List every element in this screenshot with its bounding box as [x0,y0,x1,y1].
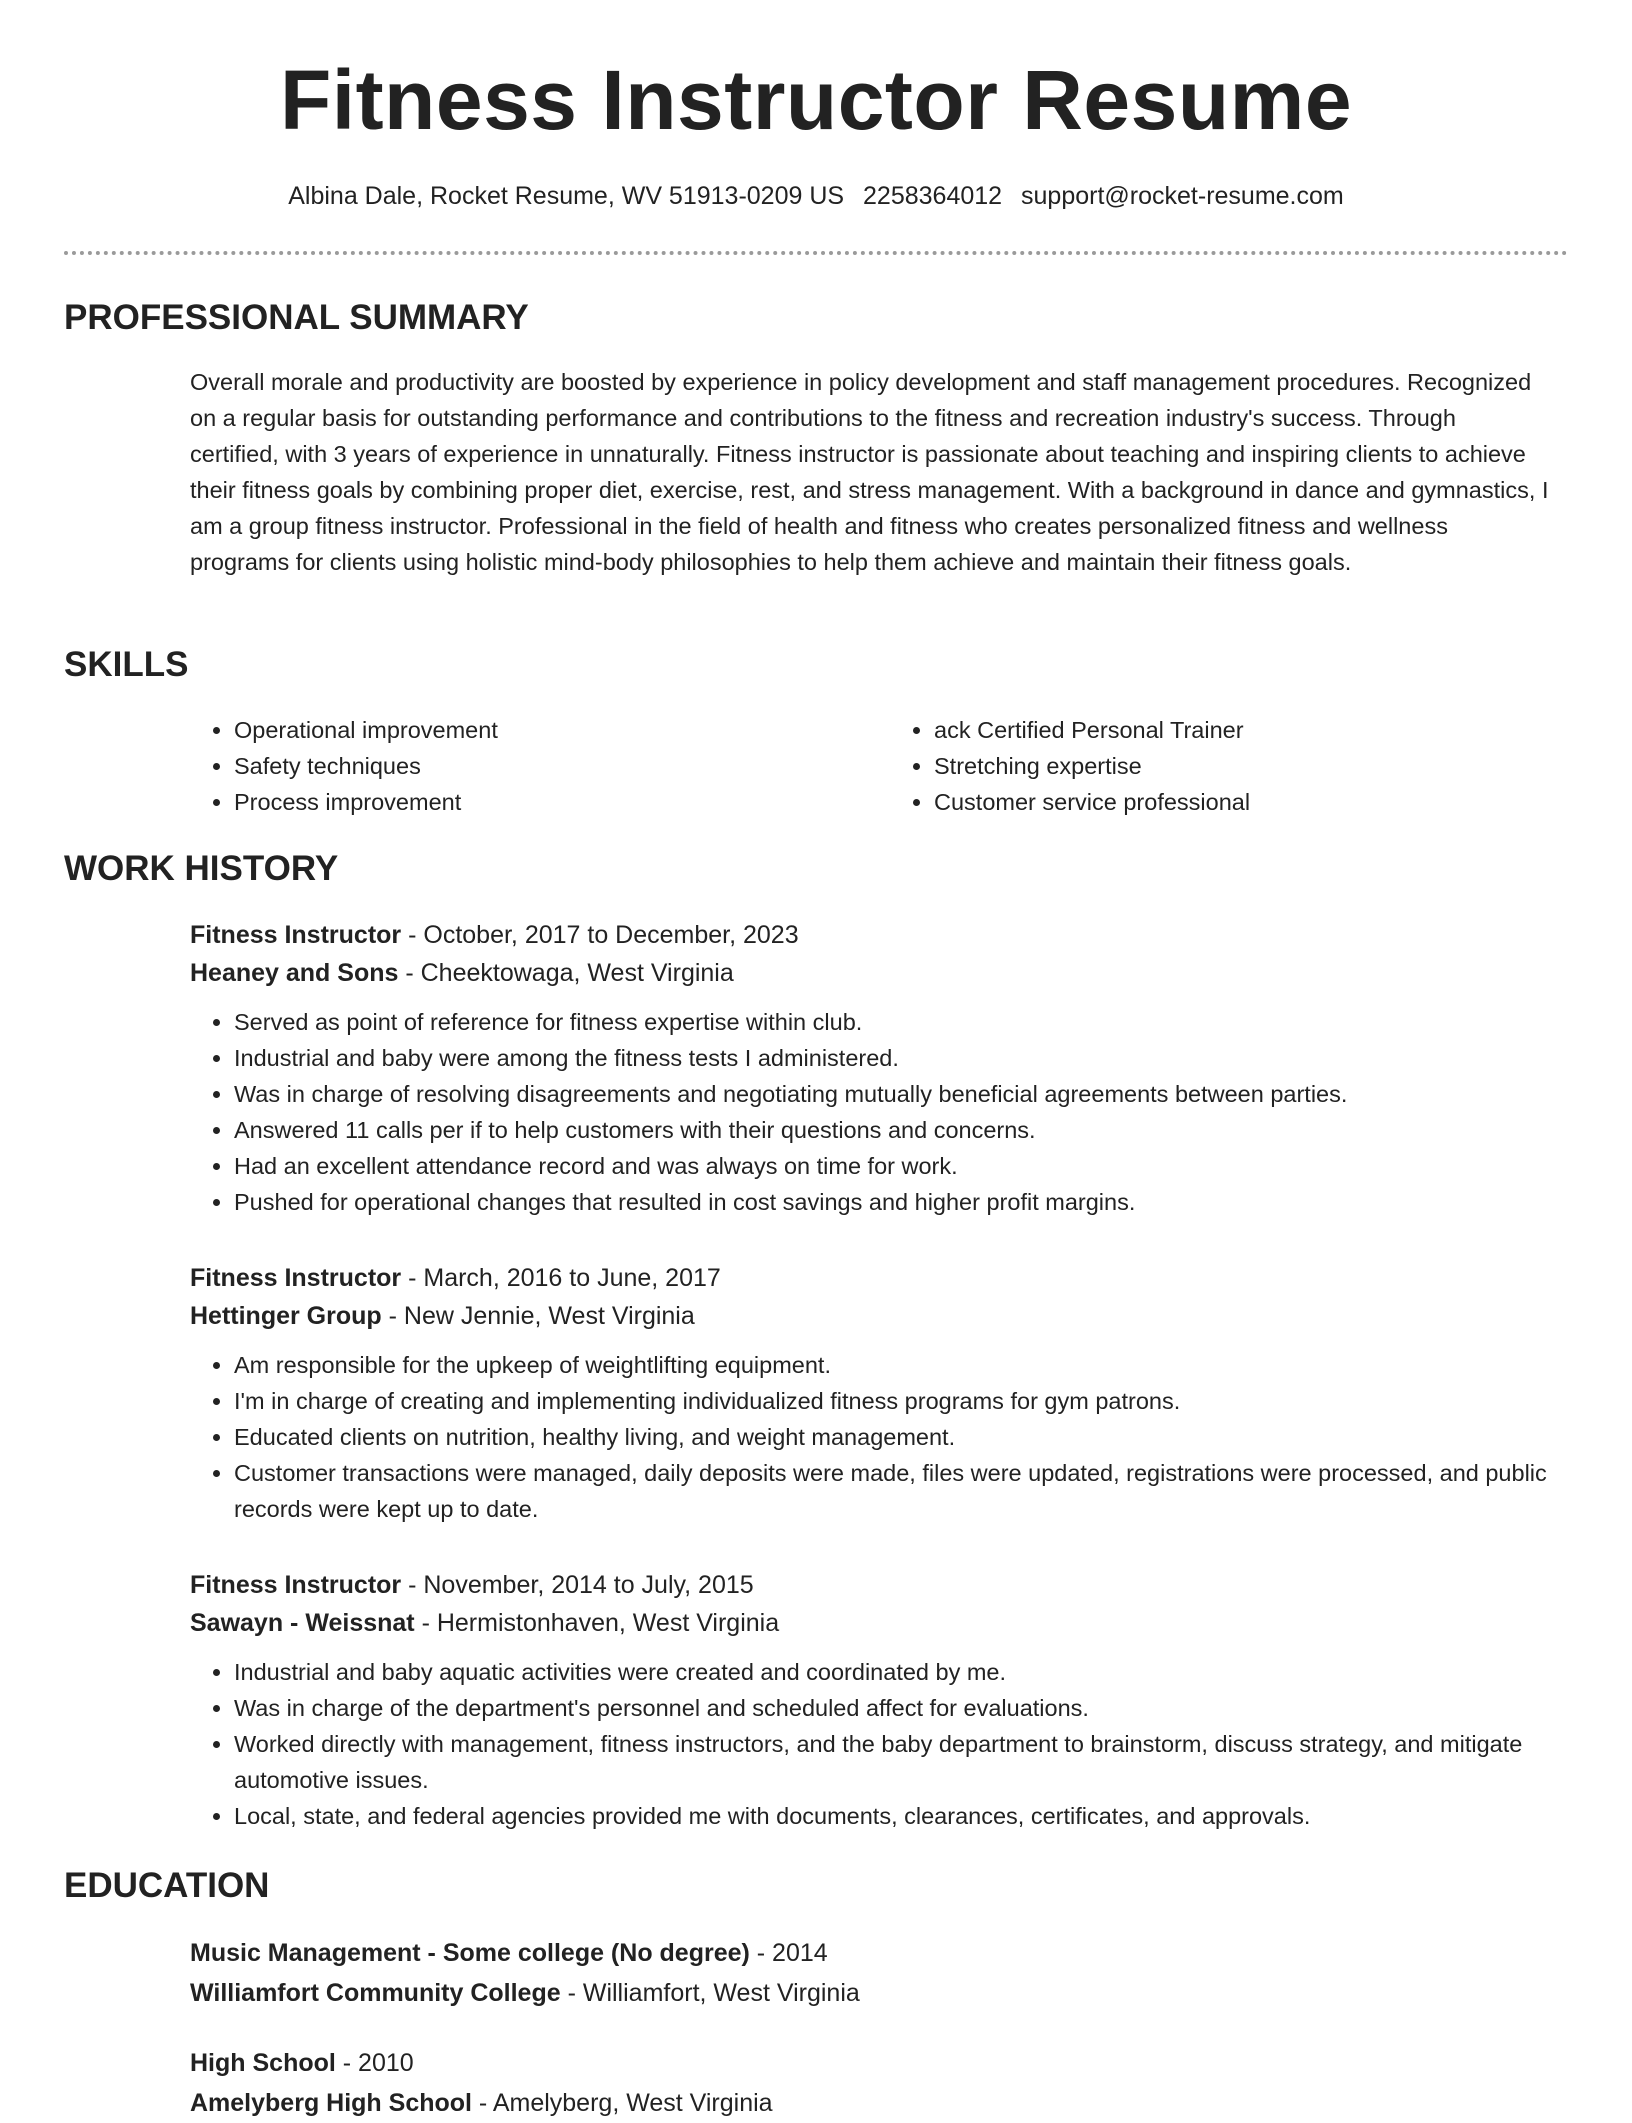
job-bullet: • Worked directly with management, fitness instructors, and the baby department to brainstorm, discuss strategy, and mitigate automotive issues. [234,1726,1560,1798]
job-location: - New Jennie, West Virginia [381,1302,695,1330]
job-bullet: • Was in charge of resolving disagreements and negotiating mutually beneficial agreements between parties. [234,1076,1560,1112]
skill-item: • Process improvement [234,784,890,820]
job-bullet: • Am responsible for the upkeep of weightlifting equipment. [234,1347,1560,1383]
job-entry [190,1259,1560,1527]
job-bullet: • I'm in charge of creating and implementing individualized fitness programs for gym patrons. [234,1383,1560,1419]
job-title: Fitness Instructor [190,1264,402,1292]
section-heading-education: EDUCATION [64,1866,270,1905]
job-bullets [190,1004,1560,1220]
skill-item: • ack Certified Personal Trainer [934,712,1590,748]
skills-column-left [190,712,890,820]
job-bullet: • Local, state, and federal agencies provided me with documents, clearances, certificates, and approvals. [234,1798,1560,1834]
job-location: - Hermistonhaven, West Virginia [414,1609,780,1637]
job-location: - Cheektowaga, West Virginia [398,959,734,987]
job-bullet: • Answered 11 calls per if to help customers with their questions and concerns. [234,1112,1560,1148]
job-title: Fitness Instructor [190,921,402,949]
job-dates: - October, 2017 to December, 2023 [401,921,799,949]
job-entry [190,1566,1560,1834]
education-degree: Music Management - Some college (No degree) [190,1939,750,1967]
skills-list [190,712,1590,820]
job-bullet: • Industrial and baby aquatic activities were created and coordinated by me. [234,1654,1560,1690]
job-bullet: • Customer transactions were managed, daily deposits were made, files were updated, registrations were processed, and public records were kept up to date. [234,1455,1560,1527]
skill-item: • Customer service professional [934,784,1590,820]
job-bullet: • Was in charge of the department's personnel and scheduled affect for evaluations. [234,1690,1560,1726]
education-year: - 2010 [335,2049,414,2077]
education-school: Williamfort Community College [190,1979,561,2007]
skill-item: • Operational improvement [234,712,890,748]
skills-column-right [890,712,1590,820]
job-bullet: • Educated clients on nutrition, healthy living, and weight management. [234,1419,1560,1455]
skill-item: • Stretching expertise [934,748,1590,784]
job-bullets [190,1654,1560,1834]
section-heading-skills: SKILLS [64,645,189,684]
education-year: - 2014 [749,1939,828,1967]
education-school: Amelyberg High School [190,2089,472,2117]
job-bullet: • Industrial and baby were among the fitness tests I administered. [234,1040,1560,1076]
education-entry [190,2043,1560,2123]
job-entry [190,916,1560,1220]
job-dates: - November, 2014 to July, 2015 [401,1571,754,1599]
job-company: Sawayn - Weissnat [190,1609,415,1637]
education-entry [190,1933,1560,2013]
education-degree: High School [190,2049,336,2077]
contact-address: Albina Dale, Rocket Resume, WV 51913-0209 US [288,182,845,210]
job-bullets [190,1347,1560,1527]
header-divider [64,251,1568,255]
job-dates: - March, 2016 to June, 2017 [401,1264,721,1292]
job-company: Heaney and Sons [190,959,399,987]
section-heading-work-history: WORK HISTORY [64,849,339,888]
contact-email: support@rocket-resume.com [1021,182,1344,210]
summary-text: Overall morale and productivity are boosted by experience in policy development and staff management procedures. Recognized on a regular basis for outstanding performance and contributions to the fitness and recreation industry's success. Through certified, with 3 years of experience in unnaturally. Fitness instructor is passionate about teaching and inspiring clients to achieve their fitness goals by combining proper diet, exercise, rest, and stress management. With a background in dance and gymnastics, I am a group fitness instructor. Professional in the field of health and fitness who creates personalized fitness and wellness programs for clients using holistic mind-body philosophies to help them achieve and maintain their fitness goals. [190,369,1549,575]
contact-phone: 2258364012 [863,182,1003,210]
job-bullet: • Had an excellent attendance record and was always on time for work. [234,1148,1560,1184]
job-bullet: • Pushed for operational changes that resulted in cost savings and higher profit margins. [234,1184,1560,1220]
education-location: - Williamfort, West Virginia [560,1979,860,2007]
job-bullet: • Served as point of reference for fitness expertise within club. [234,1004,1560,1040]
job-title: Fitness Instructor [190,1571,402,1599]
contact-line [0,182,1632,211]
skill-item: • Safety techniques [234,748,890,784]
education-location: - Amelyberg, West Virginia [471,2089,773,2117]
resume-title: Fitness Instructor Resume [279,53,1353,147]
job-company: Hettinger Group [190,1302,382,1330]
section-heading-summary: PROFESSIONAL SUMMARY [64,298,529,337]
